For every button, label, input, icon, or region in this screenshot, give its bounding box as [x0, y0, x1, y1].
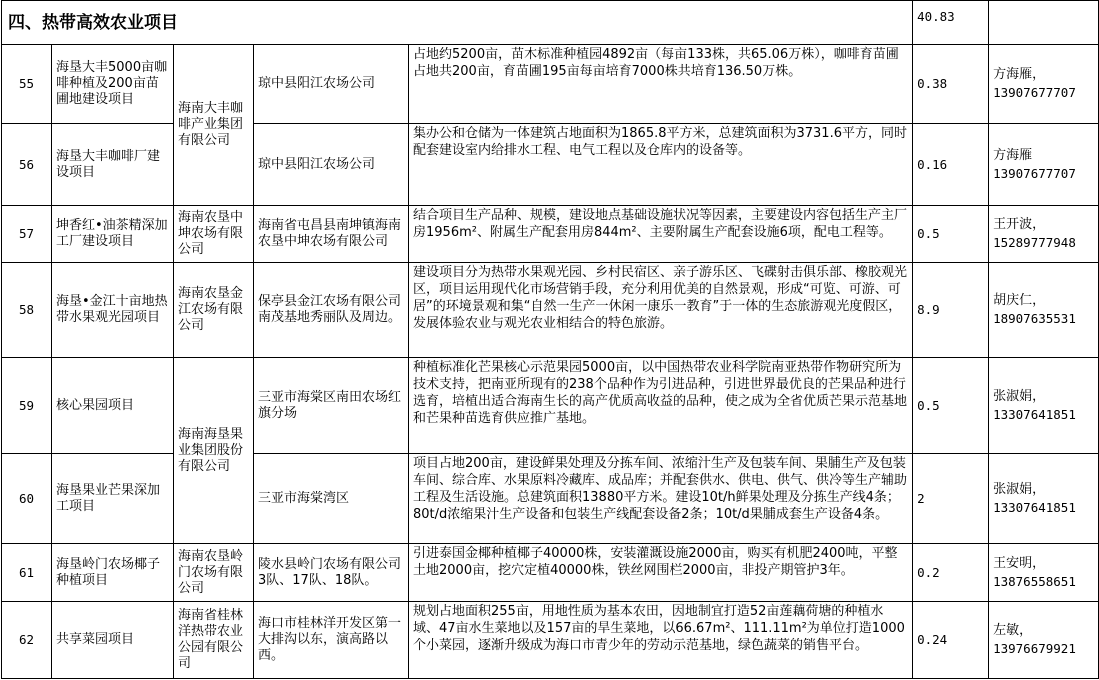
contact-name: 王安明，	[993, 555, 1046, 571]
contact-name: 王开波，	[993, 217, 1046, 232]
table-row	[2, 45, 1099, 124]
contact-cell	[989, 124, 1099, 206]
table-row	[2, 602, 1099, 679]
row-number: 56	[2, 124, 52, 206]
contact-cell	[989, 358, 1099, 454]
contact-name: 张淑娟，	[993, 481, 1046, 497]
project-amount: 0.5	[913, 206, 989, 263]
table-row	[2, 124, 1099, 206]
project-content: 规划占地面积255亩，用地性质为基本农田，因地制宜打造52亩莲藕荷塘的种植水域、47亩水生菜地以及157亩的旱生菜地，以66.67m²、111.11m²为单位打造1000个小菜园，逐渐升级成为海口市青少年的劳动示范基地，绿色蔬菜的销售平台。	[409, 602, 913, 679]
project-name: 坤香红•油茶精深加工厂建设项目	[52, 206, 174, 263]
company-name: 海南农垦岭门农场有限公司	[174, 544, 254, 602]
project-content: 引进泰国金椰种植椰子40000株，安装灌溉设施2000亩，购买有机肥2400吨，平整土地2000亩，挖穴定植40000株，铁丝网围栏2000亩，非投产期管护3年。	[409, 544, 913, 602]
project-location: 陵水县岭门农场有限公司3队、17队、18队。	[254, 544, 409, 602]
project-name: 海垦岭门农场椰子种植项目	[52, 544, 174, 602]
row-number: 59	[2, 358, 52, 454]
row-number: 55	[2, 45, 52, 124]
project-content: 占地约5200亩，苗木标准种植园4892亩（每亩133株，共65.06万株），咖啡育苗圃占地共200亩，育苗圃195亩每亩培育7000株共培育136.50万株。	[409, 45, 913, 124]
project-location: 琼中县阳江农场公司	[254, 45, 409, 124]
project-location: 保亭县金江农场有限公司南茂基地秀丽队及周边。	[254, 263, 409, 358]
project-table	[1, 0, 1099, 679]
section-total: 40.83	[913, 1, 989, 45]
contact-phone: 18907635531	[993, 311, 1076, 326]
project-content: 项目占地200亩，建设鲜果处理及分拣车间、浓缩汁生产及包装车间、果脯生产及包装车间、综合库、水果原料冷藏库、成品库；并配套供水、供电、供气、供冷等生产辅助工程及生活设施。总建筑面积13880平方米。建设10t/h鲜果处理及分拣生产线4条；80t/d浓缩果汁生产设备和包装生产线配套设备2条；10t/d果脯成套生产设备4条。	[409, 454, 913, 544]
contact-phone: 13907677707	[993, 85, 1076, 100]
project-content: 集办公和仓储为一体建筑占地面积为1865.8平方米，总建筑面积为3731.6平方，同时配套建设室内给排水工程、电气工程以及仓库内的设备等。	[409, 124, 913, 206]
table-row	[2, 454, 1099, 544]
section-header-row	[2, 1, 1099, 45]
project-amount: 8.9	[913, 263, 989, 358]
table-row	[2, 206, 1099, 263]
project-location: 海南省屯昌县南坤镇海南农垦中坤农场有限公司	[254, 206, 409, 263]
project-content: 结合项目生产品种、规模，建设地点基础设施状况等因素，主要建设内容包括生产主厂房1956m²、附属生产配套用房844m²、主要附属生产配套设施6项，配电工程等。	[409, 206, 913, 263]
contact-name: 张淑娟，	[993, 388, 1046, 404]
empty-cell	[989, 1, 1099, 45]
project-location: 琼中县阳江农场公司	[254, 124, 409, 206]
row-number: 57	[2, 206, 52, 263]
contact-cell	[989, 544, 1099, 602]
contact-cell	[989, 45, 1099, 124]
contact-name: 方海雁，	[993, 67, 1046, 82]
contact-cell	[989, 263, 1099, 358]
project-location: 三亚市海棠湾区	[254, 454, 409, 544]
section-title: 四、热带高效农业项目	[2, 1, 913, 45]
contact-phone: 13907677707	[993, 165, 1076, 181]
contact-phone: 13307641851	[993, 406, 1076, 422]
contact-name: 方海雁	[993, 147, 1033, 163]
project-name: 共享菜园项目	[52, 602, 174, 679]
company-name: 海南省桂林洋热带农业公园有限公司	[174, 602, 254, 679]
project-content: 种植标准化芒果核心示范果园5000亩，以中国热带农业科学院南亚热带作物研究所为技术支持，把南亚所现有的238个品种作为引进品种，引进世界最优良的芒果品种进行选育，培植出适合海南生长的高产优质高收益的品种，使之成为全省优质芒果示范基地和芒果种苗选育供应推广基地。	[409, 358, 913, 454]
project-location: 三亚市海棠区南田农场红旗分场	[254, 358, 409, 454]
contact-cell	[989, 602, 1099, 679]
row-number: 60	[2, 454, 52, 544]
contact-phone: 13976679921	[993, 641, 1076, 656]
project-name: 海垦大丰咖啡厂建设项目	[52, 124, 174, 206]
table-row	[2, 263, 1099, 358]
project-name: 海垦•金江十亩地热带水果观光园项目	[52, 263, 174, 358]
project-amount: 0.5	[913, 358, 989, 454]
row-number: 62	[2, 602, 52, 679]
project-name: 海垦大丰5000亩咖啡种植及200亩苗圃地建设项目	[52, 45, 174, 124]
project-location: 海口市桂林洋开发区第一大排沟以东，演高路以西。	[254, 602, 409, 679]
project-content: 建设项目分为热带水果观光园、乡村民宿区、亲子游乐区、飞碟射击俱乐部、橡胶观光区，项目运用现代化市场营销手段，充分利用优美的自然景观，形成“可览、可游、可居”的环境景观和集“自然一生产一休闲一康乐一教育”于一体的生态旅游观光度假区，发展体验农业与观光农业相结合的特色旅游。	[409, 263, 913, 358]
table-row	[2, 544, 1099, 602]
project-amount: 2	[913, 454, 989, 544]
contact-name: 胡庆仁，	[993, 293, 1046, 308]
project-name: 核心果园项目	[52, 358, 174, 454]
contact-cell	[989, 454, 1099, 544]
company-name: 海南农垦中坤农场有限公司	[174, 206, 254, 263]
row-number: 61	[2, 544, 52, 602]
project-amount: 0.38	[913, 45, 989, 124]
project-name: 海垦果业芒果深加工项目	[52, 454, 174, 544]
company-name: 海南农垦金江农场有限公司	[174, 263, 254, 358]
project-amount: 0.2	[913, 544, 989, 602]
project-amount: 0.24	[913, 602, 989, 679]
contact-phone: 15289777948	[993, 235, 1076, 250]
contact-name: 左敏，	[993, 623, 1033, 638]
contact-phone: 13876558651	[993, 573, 1076, 589]
company-name: 海南大丰咖啡产业集团有限公司	[174, 45, 254, 206]
row-number: 58	[2, 263, 52, 358]
company-name: 海南海垦果业集团股份有限公司	[174, 358, 254, 544]
contact-phone: 13307641851	[993, 499, 1076, 515]
table-row	[2, 358, 1099, 454]
contact-cell	[989, 206, 1099, 263]
project-amount: 0.16	[913, 124, 989, 206]
